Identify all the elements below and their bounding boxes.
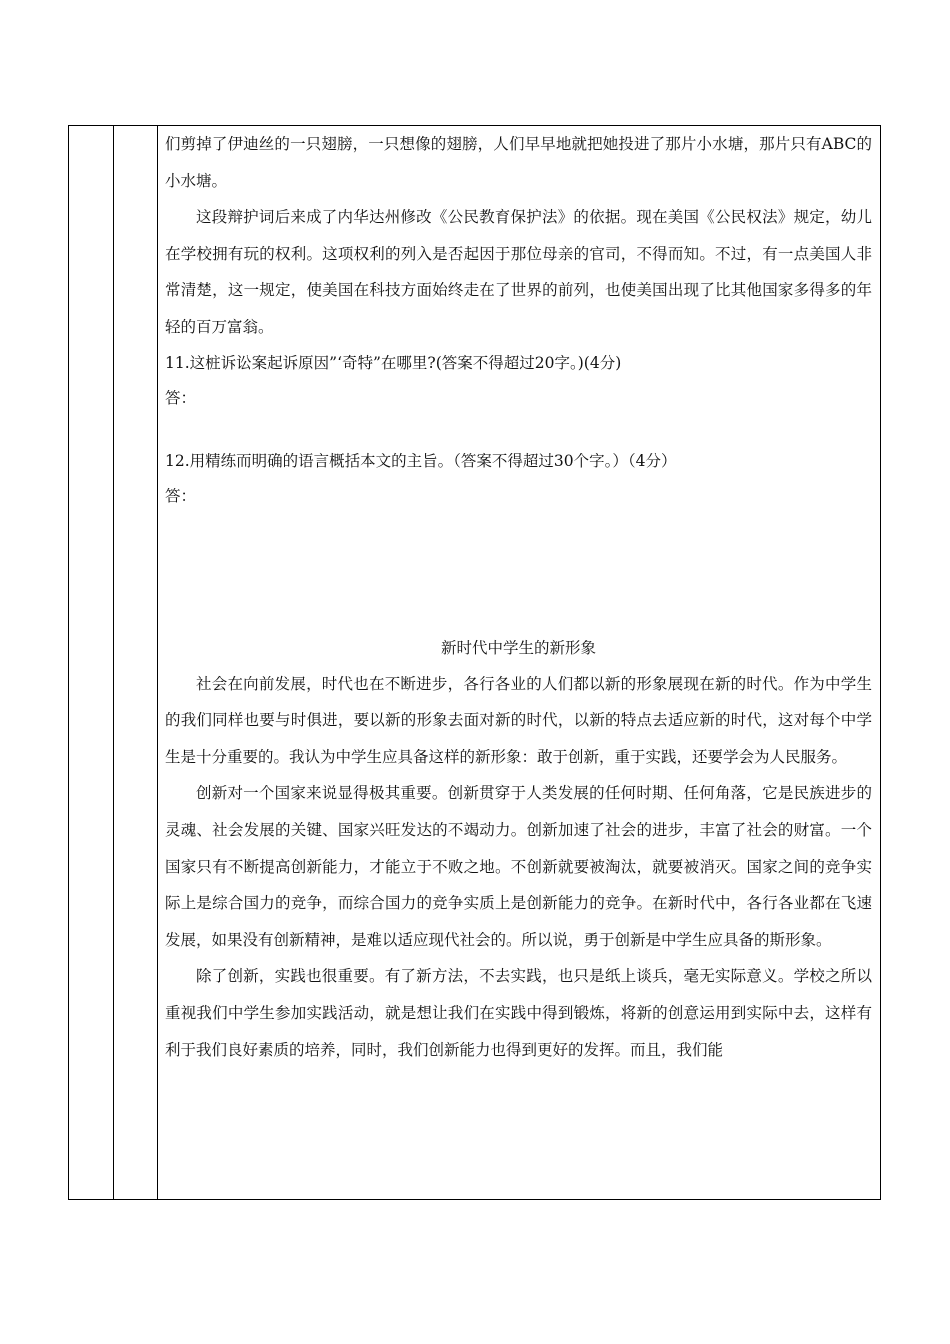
answer-space-12 xyxy=(165,514,872,624)
answer-label-12: 答： xyxy=(165,486,197,505)
essay-paragraph-2: 创新对一个国家来说显得极其重要。创新贯穿于人类发展的任何时期、任何角落，它是民族进步的灵魂、社会发展的关键、国家兴旺发达的不竭动力。创新加速了社会的进步，丰富了社会的财富。一个国家只有不断提高创新能力，才能立于不败之地。不创新就要被淘汰，就要被消灭。国家之间的竞争实际上是综合国力的竞争，而综合国力的竞争实质上是创新能力的竞争。在新时代中，各行各业都在飞速发展，如果没有创新精神，是难以适应现代社会的。所以说，勇于创新是中学生应具备的斯形象。 xyxy=(165,784,872,949)
essay-paragraph-1: 社会在向前发展，时代也在不断进步，各行各业的人们都以新的形象展现在新的时代。作为中学生的我们同样也要与时俱进，要以新的形象去面对新的时代，以新的特点去适应新的时代，这对每个中学生是十分重要的。我认为中学生应具备这样的新形象：敢于创新，重于实践，还要学会为人民服务。 xyxy=(165,674,872,766)
essay-title: 新时代中学生的新形象 xyxy=(440,638,596,657)
document-table xyxy=(68,125,881,1200)
answer-space-11 xyxy=(165,416,872,444)
content-cell xyxy=(165,126,872,1199)
answer-label-11: 答： xyxy=(165,388,197,407)
passage-paragraph: 这段辩护词后来成了内华达州修改《公民教育保护法》的依据。现在美国《公民权法》规定，幼儿在学校拥有玩的权利。这项权利的列入是否起因于那位母亲的官司，不得而知。不过，有一点美国人非常清楚，这一规定，使美国在科技方面始终走在了世界的前列，也使美国出现了比其他国家多得多的年轻的百万富翁。 xyxy=(165,208,872,336)
essay-paragraph-3: 除了创新，实践也很重要。有了新方法，不去实践，也只是纸上谈兵，毫无实际意义。学校之所以重视我们中学生参加实践活动，就是想让我们在实践中得到锻炼，将新的创意运用到实际中去，这样有利于我们良好素质的培养，同时，我们创新能力也得到更好的发挥。而且，我们能 xyxy=(165,967,872,1059)
question-11: 11.这桩诉讼案起诉原因”‘奇特”在哪里?(答案不得超过20字。)(4分) xyxy=(165,353,622,372)
passage-continuation: 们剪掉了伊迪丝的一只翅膀，一只想像的翅膀，人们早早地就把她投进了那片小水塘，那片只有ABC的小水塘。 xyxy=(165,135,872,190)
column-divider-2 xyxy=(157,126,158,1199)
question-12: 12.用精练而明确的语言概括本文的主旨。（答案不得超过30个字。）（4分） xyxy=(165,451,677,470)
column-divider-1 xyxy=(113,126,114,1199)
